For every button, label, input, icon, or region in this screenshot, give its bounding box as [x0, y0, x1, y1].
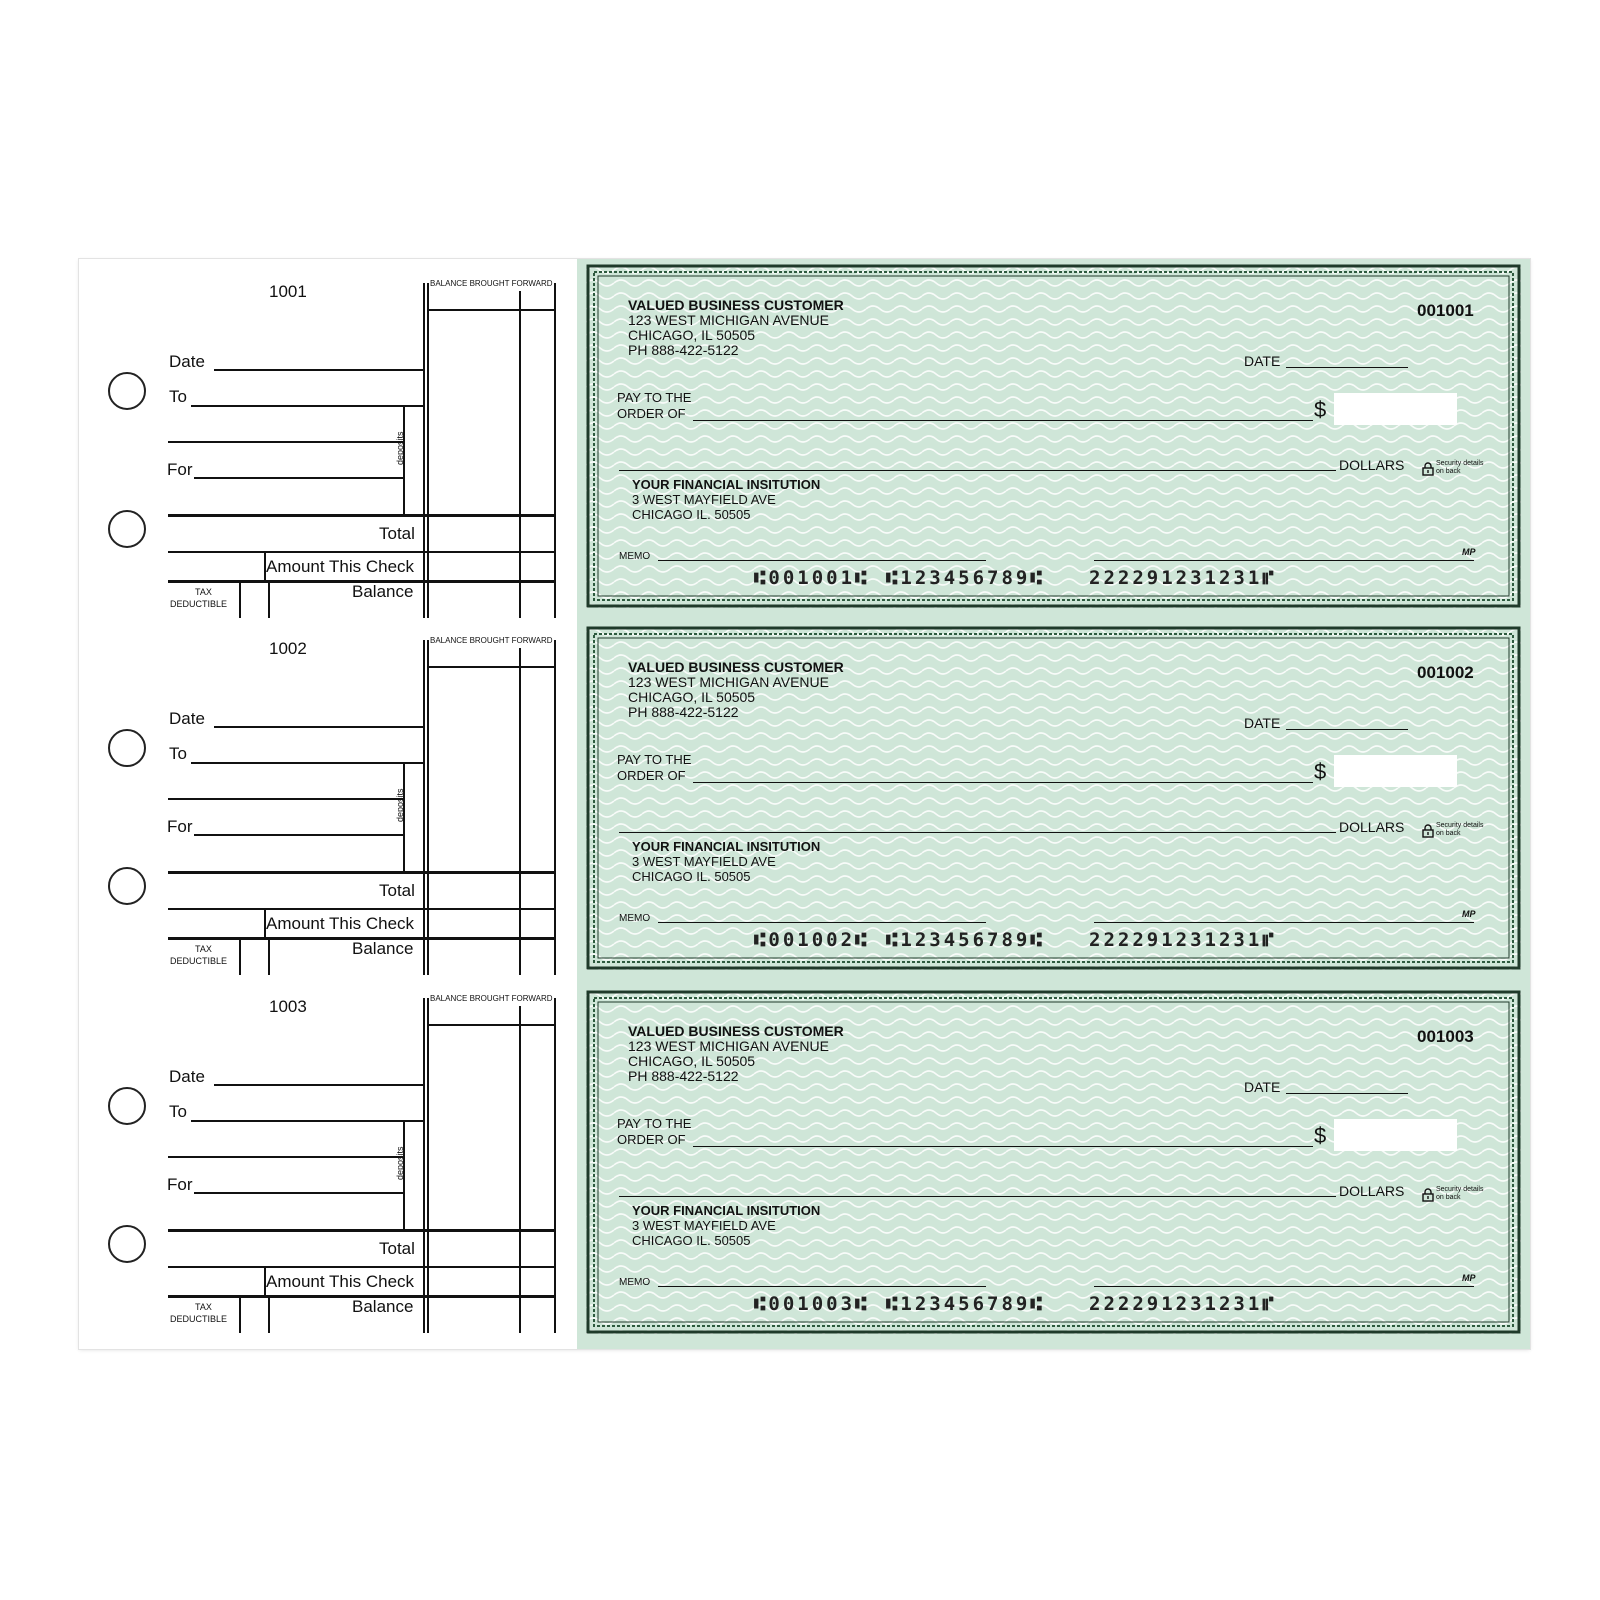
memo-label: MEMO [619, 913, 651, 924]
stub-to-label: To [169, 387, 187, 406]
customer-name: VALUED BUSINESS CUSTOMER [628, 1023, 844, 1039]
memo-line [658, 560, 986, 561]
security-line-2: on back [1436, 830, 1461, 837]
date-label: DATE [1244, 353, 1281, 369]
customer-phone: PH 888-422-5122 [628, 342, 739, 358]
security-line-2: on back [1436, 468, 1461, 475]
bank-address-1: 3 WEST MAYFIELD AVE [632, 854, 776, 869]
stub-deposits-label: deposits [395, 788, 405, 822]
stub-col-right [519, 648, 521, 975]
customer-address-1: 123 WEST MICHIGAN AVENUE [628, 312, 829, 328]
customer-name: VALUED BUSINESS CUSTOMER [628, 297, 844, 313]
check [586, 264, 1521, 608]
stub-col-right [519, 291, 521, 618]
stub-deposits-label: deposits [395, 431, 405, 465]
micr-account: 222291231231⑈ [1089, 929, 1277, 951]
payee-line [693, 1146, 1313, 1147]
stub-tax-col-1 [239, 583, 241, 618]
signature-line [1094, 922, 1474, 923]
signature-line [1094, 1286, 1474, 1287]
stub-deposits-label: deposits [395, 1146, 405, 1180]
dollars-label: DOLLARS [1339, 1183, 1405, 1199]
stub-deductible-label: DEDUCTIBLE [170, 1314, 228, 1324]
stub-amount-label: Amount This Check [266, 914, 415, 933]
binder-hole [108, 372, 146, 410]
stub-number: 1002 [269, 639, 307, 658]
stub-total-label: Total [379, 524, 415, 543]
dollars-label: DOLLARS [1339, 819, 1405, 835]
bank-address-2: CHICAGO IL. 50505 [632, 869, 751, 884]
stub-tax-col-2 [268, 583, 270, 618]
customer-address-1: 123 WEST MICHIGAN AVENUE [628, 1038, 829, 1054]
stub-forward-line [427, 1024, 556, 1026]
stub-total-top [168, 514, 556, 517]
stub-total-label: Total [379, 881, 415, 900]
binder-hole [108, 1087, 146, 1125]
date-label: DATE [1244, 1079, 1281, 1095]
stub-divider-1 [423, 283, 425, 618]
stub-forward-line [427, 666, 556, 668]
memo-label: MEMO [619, 1277, 651, 1288]
pay-to-line-1: PAY TO THE [617, 752, 692, 767]
stub-total-bottom [168, 1266, 556, 1268]
stub-number: 1001 [269, 282, 307, 301]
check [586, 990, 1521, 1334]
stub-date-label: Date [169, 352, 205, 371]
stub-date-line [214, 726, 424, 728]
customer-address-2: CHICAGO, IL 50505 [628, 327, 756, 343]
stub-date-label: Date [169, 709, 205, 728]
check [586, 626, 1521, 970]
binder-hole [108, 867, 146, 905]
security-line-1: Security details [1436, 460, 1484, 467]
micr-check-number: ⑆001002⑆ [754, 929, 870, 951]
amount-box[interactable] [1334, 1119, 1457, 1151]
security-line-1: Security details [1436, 1186, 1484, 1193]
memo-line [658, 1286, 986, 1287]
lock-icon [1422, 1188, 1434, 1202]
lock-icon [1422, 462, 1434, 476]
check-stub [79, 265, 577, 625]
written-amount-line [619, 832, 1336, 833]
stub-to-line-2 [168, 798, 404, 800]
stub-col-edge [554, 283, 556, 618]
stub-deductible-label: DEDUCTIBLE [170, 599, 228, 609]
amount-box[interactable] [1334, 755, 1457, 787]
stub-balance-forward-label: BALANCE BROUGHT FORWARD [430, 636, 553, 645]
dollars-label: DOLLARS [1339, 457, 1405, 473]
date-line [1286, 1093, 1408, 1094]
stub-tax-col-1 [239, 1298, 241, 1333]
micr-routing: ⑆123456789⑆ [886, 567, 1045, 589]
payee-line [693, 420, 1313, 421]
bank-name: YOUR FINANCIAL INSITUTION [632, 839, 821, 854]
stub-for-line [194, 1192, 404, 1194]
dollar-sign: $ [1314, 397, 1327, 422]
customer-phone: PH 888-422-5122 [628, 1068, 739, 1084]
check-stub [79, 622, 577, 982]
stub-to-line [191, 405, 424, 407]
binder-hole [108, 729, 146, 767]
bank-name: YOUR FINANCIAL INSITUTION [632, 477, 821, 492]
pay-to-line-2: ORDER OF [617, 768, 686, 783]
customer-address-2: CHICAGO, IL 50505 [628, 689, 756, 705]
stub-date-label: Date [169, 1067, 205, 1086]
stub-divider-1 [423, 640, 425, 975]
stub-forward-line [427, 309, 556, 311]
stub-balance-forward-label: BALANCE BROUGHT FORWARD [430, 279, 553, 288]
micr-account: 222291231231⑈ [1089, 1293, 1277, 1315]
stub-divider-2 [427, 640, 429, 975]
payee-line [693, 782, 1313, 783]
stub-number: 1003 [269, 997, 307, 1016]
stub-balance-forward-label: BALANCE BROUGHT FORWARD [430, 994, 553, 1003]
bank-address-1: 3 WEST MAYFIELD AVE [632, 492, 776, 507]
stub-to-label: To [169, 1102, 187, 1121]
dollar-sign: $ [1314, 759, 1327, 784]
bank-address-1: 3 WEST MAYFIELD AVE [632, 1218, 776, 1233]
stub-total-top [168, 871, 556, 874]
stub-tax-label: TAX [195, 587, 212, 597]
binder-hole [108, 1225, 146, 1263]
stub-balance-label: Balance [352, 582, 414, 601]
security-line-2: on back [1436, 1194, 1461, 1201]
stub-tax-label: TAX [195, 1302, 212, 1312]
stub-total-bottom [168, 908, 556, 910]
stub-col-edge [554, 998, 556, 1333]
memo-label: MEMO [619, 551, 651, 562]
stub-for-label: For [167, 1175, 193, 1194]
date-label: DATE [1244, 715, 1281, 731]
written-amount-line [619, 470, 1336, 471]
stub-for-line [194, 477, 404, 479]
security-line-1: Security details [1436, 822, 1484, 829]
stub-to-line [191, 762, 424, 764]
stub-deductible-label: DEDUCTIBLE [170, 956, 228, 966]
mp-mark: MP [1462, 547, 1476, 557]
stub-to-line-2 [168, 441, 404, 443]
stub-tax-label: TAX [195, 944, 212, 954]
stub-to-line [191, 1120, 424, 1122]
stub-tax-col-1 [239, 940, 241, 975]
check-number: 001003 [1417, 1027, 1474, 1046]
stub-for-label: For [167, 460, 193, 479]
customer-phone: PH 888-422-5122 [628, 704, 739, 720]
bank-address-2: CHICAGO IL. 50505 [632, 1233, 751, 1248]
stub-balance-label: Balance [352, 939, 414, 958]
mp-mark: MP [1462, 1273, 1476, 1283]
stub-to-line-2 [168, 1156, 404, 1158]
stub-date-line [214, 369, 424, 371]
micr-account: 222291231231⑈ [1089, 567, 1277, 589]
date-line [1286, 367, 1408, 368]
bank-name: YOUR FINANCIAL INSITUTION [632, 1203, 821, 1218]
check-number: 001001 [1417, 301, 1474, 320]
bank-address-2: CHICAGO IL. 50505 [632, 507, 751, 522]
customer-address-2: CHICAGO, IL 50505 [628, 1053, 756, 1069]
micr-check-number: ⑆001003⑆ [754, 1293, 870, 1315]
pay-to-line-2: ORDER OF [617, 1132, 686, 1147]
date-line [1286, 729, 1408, 730]
micr-routing: ⑆123456789⑆ [886, 1293, 1045, 1315]
stub-balance-label: Balance [352, 1297, 414, 1316]
stub-total-label: Total [379, 1239, 415, 1258]
binder-hole [108, 510, 146, 548]
stub-tax-col-2 [268, 1298, 270, 1333]
stub-total-bottom [168, 551, 556, 553]
pay-to-line-1: PAY TO THE [617, 390, 692, 405]
check-number: 001002 [1417, 663, 1474, 682]
lock-icon [1422, 824, 1434, 838]
stub-total-top [168, 1229, 556, 1232]
mp-mark: MP [1462, 909, 1476, 919]
stub-for-label: For [167, 817, 193, 836]
stub-date-line [214, 1084, 424, 1086]
stub-amount-label: Amount This Check [266, 557, 415, 576]
stub-col-right [519, 1006, 521, 1333]
pay-to-line-2: ORDER OF [617, 406, 686, 421]
stub-col-edge [554, 640, 556, 975]
customer-address-1: 123 WEST MICHIGAN AVENUE [628, 674, 829, 690]
stub-tax-col-2 [268, 940, 270, 975]
stub-to-label: To [169, 744, 187, 763]
micr-check-number: ⑆001001⑆ [754, 567, 870, 589]
pay-to-line-1: PAY TO THE [617, 1116, 692, 1131]
dollar-sign: $ [1314, 1123, 1327, 1148]
written-amount-line [619, 1196, 1336, 1197]
stub-divider-2 [427, 998, 429, 1333]
check-stub [79, 980, 577, 1340]
amount-box[interactable] [1334, 393, 1457, 425]
stub-for-line [194, 834, 404, 836]
micr-routing: ⑆123456789⑆ [886, 929, 1045, 951]
signature-line [1094, 560, 1474, 561]
stub-amount-label: Amount This Check [266, 1272, 415, 1291]
stub-divider-2 [427, 283, 429, 618]
customer-name: VALUED BUSINESS CUSTOMER [628, 659, 844, 675]
memo-line [658, 922, 986, 923]
stub-divider-1 [423, 998, 425, 1333]
